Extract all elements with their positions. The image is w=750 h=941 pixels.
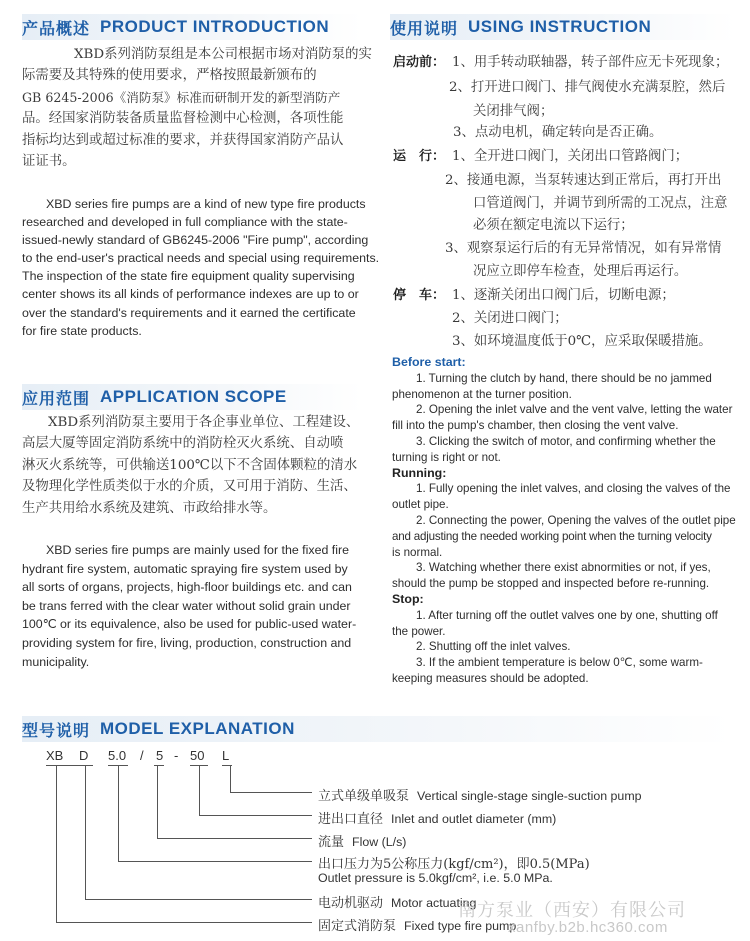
text-line: phenomenon at the turner position. xyxy=(392,387,572,401)
text-line: 生产共用给水系统及建筑、市政给排水等。 xyxy=(22,500,277,516)
start-step-1: 1、用手转动联轴器，转子部件应无卡死现象； xyxy=(452,55,729,70)
model-item-en: Vertical single-stage single-suction pump xyxy=(417,789,642,803)
text-line: municipality. xyxy=(22,654,90,669)
text-line: over the standard's requirements and it earned the certificate xyxy=(22,305,356,320)
connector-line xyxy=(118,765,119,861)
before-start-title: Before start: xyxy=(392,355,466,369)
connector-line xyxy=(56,765,57,922)
start-step-3: 3、点动电机，确定转向是否正确。 xyxy=(453,125,663,140)
text-line: keeping measures should be adopted. xyxy=(392,671,589,685)
model-explanation-header xyxy=(22,716,732,742)
model-item-en: Outlet pressure is 5.0kgf/cm², i.e. 5.0 MPa. xyxy=(318,871,553,885)
using-instruction-en xyxy=(392,355,736,687)
text-line: is normal. xyxy=(392,545,443,559)
model-explanation-header-en: MODEL EXPLANATION xyxy=(100,719,295,738)
text-line: fill into the pump's chamber, then closing the vent valve. xyxy=(392,419,679,433)
text-line: 指标均达到或超过标准的要求，并获得国家消防产品认 xyxy=(22,132,344,148)
code-d: D xyxy=(79,748,89,763)
connector-line xyxy=(85,765,86,899)
run-step-3: 3、观察泵运行后的有无异常情况，如有异常情 xyxy=(445,241,722,256)
run-step-2-cont: 必须在额定电流以下运行； xyxy=(473,218,634,233)
product-intro-header xyxy=(22,14,362,40)
application-scope-header-cn: 应用范围 xyxy=(22,388,91,408)
connector-line xyxy=(85,899,312,900)
text-line: all sorts of organs, projects, high-floor buildings etc. and can xyxy=(22,580,352,595)
text-line: turning is right or not. xyxy=(392,450,501,464)
product-intro-header-cn: 产品概述 xyxy=(22,18,91,38)
code-pressure: 5.0 xyxy=(108,748,127,763)
text-line: 际需要及其特殊的使用要求，严格按照最新颁布的 xyxy=(22,68,317,84)
text-line: should the pump be stopped and inspected before re-running. xyxy=(392,577,710,591)
connector-line xyxy=(199,765,200,815)
run-step-2-cont: 口管道阀门，并调节到所需的工况点，注意 xyxy=(473,196,728,211)
stop-title: Stop: xyxy=(392,591,424,606)
text-line: providing system for fire, living, production, construction and xyxy=(22,635,352,650)
text-line: XBD series fire pumps are mainly used for the fixed fire xyxy=(46,543,350,557)
text-line: hydrant fire system, automatic spraying fire system used by xyxy=(22,561,348,576)
connector-line xyxy=(157,765,158,838)
text-line: 2. Opening the inlet valve and the vent valve, letting the water xyxy=(416,403,733,417)
watermark-url: xanfby.b2b.hc360.com xyxy=(508,919,668,936)
running-title: Running: xyxy=(392,465,447,480)
model-item-zh: 立式单级单吸泵 xyxy=(318,789,410,804)
stop-label-cn: 停 车： xyxy=(393,288,446,303)
model-item-en: Inlet and outlet diameter (mm) xyxy=(391,812,557,826)
stop-step-3: 3、如环境温度低于0℃，应采取保暖措施。 xyxy=(452,334,712,349)
text-line: 高层大厦等固定消防系统中的消防栓灭火系统、自动喷 xyxy=(22,436,344,452)
model-item-zh: 固定式消防泵 xyxy=(318,919,397,934)
text-line: GB 6245-2006《消防泵》标准而研制开发的新型消防产 xyxy=(22,89,341,105)
text-line: XBD系列消防泵主要用于各企事业单位、工程建设、 xyxy=(48,415,360,430)
text-line: 品。经国家消防装备质量监督检测中心检测，各项性能 xyxy=(22,111,344,127)
text-line: 1. After turning off the outlet valves one by one, shutting off xyxy=(416,608,718,622)
text-line: 淋灭火系统等，可供输送100℃以下不含固体颗粒的清水 xyxy=(22,457,358,473)
text-line: 2. Connecting the power, Opening the valves of the outlet pipe xyxy=(416,513,736,527)
product-intro-header-en: PRODUCT INTRODUCTION xyxy=(100,17,330,36)
using-instruction-header xyxy=(390,14,735,40)
model-item-en: Fixed type fire pump xyxy=(404,919,517,933)
run-step-3-cont: 况应立即停车检查，处理后再运行。 xyxy=(473,264,688,279)
stop-step-2: 2、关闭进口阀门； xyxy=(452,311,568,326)
text-line: 3. Watching whether there exist abnormities or not, if yes, xyxy=(416,561,711,575)
application-scope-header xyxy=(22,384,362,410)
text-line: 1. Turning the clutch by hand, there should be no jammed xyxy=(416,371,712,385)
connector-line xyxy=(118,861,312,862)
text-line: 及物理化学性质类似于水的介质，又可用于消防、生活、 xyxy=(22,479,357,495)
connector-line xyxy=(154,765,164,766)
connector-line xyxy=(199,815,312,816)
run-step-2: 2、接通电源，当泵转速达到正常后，再打开出 xyxy=(445,173,722,188)
connector-line xyxy=(157,838,312,839)
model-item-en: Motor actuating xyxy=(391,896,477,910)
connector-line xyxy=(230,792,312,793)
text-line: 证证书。 xyxy=(22,154,76,170)
model-item-en-line xyxy=(318,871,553,885)
text-line: 100℃ or its equivalence, also be used for public-used water- xyxy=(22,617,357,632)
text-line: XBD系列消防泵组是本公司根据市场对消防泵的实 xyxy=(74,47,372,62)
text-line: researched and developed in full compliance with the state- xyxy=(22,215,348,230)
text-line: outlet pipe. xyxy=(392,498,449,512)
model-item xyxy=(318,808,556,827)
connector-line xyxy=(79,765,93,766)
text-line: be trans ferred with the clear water without solid grain under xyxy=(22,598,351,613)
text-line: center shows its all kinds of performance indexes are up to or xyxy=(22,287,359,302)
before-start-label-cn: 启动前： xyxy=(393,55,446,70)
model-item xyxy=(318,831,406,850)
using-instruction-header-cn: 使用说明 xyxy=(390,18,459,38)
connector-line xyxy=(56,922,312,923)
model-item xyxy=(318,892,476,911)
code-l: L xyxy=(222,748,230,763)
text-line: 1. Fully opening the inlet valves, and closing the valves of the xyxy=(416,482,731,496)
connector-line xyxy=(46,765,79,766)
application-scope-en xyxy=(22,541,367,671)
text-line: 2. Shutting off the inlet valves. xyxy=(416,640,571,654)
stop-step-1: 1、逐渐关闭出口阀门后，切断电源； xyxy=(452,288,675,303)
text-line: for fire state products. xyxy=(22,323,142,338)
text-line: issued-newly standard of GB6245-2006 "Fire pump", according xyxy=(22,233,369,248)
code-dash: - xyxy=(174,748,179,763)
watermark-company: 南方泵业（西安）有限公司 xyxy=(458,900,686,921)
code-diameter: 50 xyxy=(190,748,205,763)
code-slash: / xyxy=(140,748,144,763)
model-item-zh: 电动机驱动 xyxy=(318,896,384,911)
text-line: 3. Clicking the switch of motor, and confirming whether the xyxy=(416,434,716,448)
application-scope-cn xyxy=(22,412,367,519)
text-line: The inspection of the state fire equipment quality supervising xyxy=(22,269,355,284)
model-item-zh: 进出口直径 xyxy=(318,812,384,827)
product-intro-cn xyxy=(22,44,372,172)
text-line: to the end-user's practical needs and special using requirements. xyxy=(22,251,380,266)
code-flow: 5 xyxy=(156,748,164,763)
using-instruction-header-en: USING INSTRUCTION xyxy=(468,17,652,36)
start-step-2-cont: 关闭排气阀； xyxy=(473,104,554,119)
model-item-en: Flow (L/s) xyxy=(352,835,407,849)
text-line: and adjusting the needed working point when the turning velocity xyxy=(392,529,712,543)
application-scope-header-en: APPLICATION SCOPE xyxy=(100,387,287,406)
model-item-zh: 流量 xyxy=(318,835,345,850)
run-step-1: 1、全开进口阀门，关闭出口管路阀门； xyxy=(452,149,689,164)
connector-line xyxy=(230,765,231,792)
model-item-zh: 出口压力为5公称压力(kgf/cm²)，即0.5(MPa) xyxy=(318,857,590,872)
running-label-cn: 运 行： xyxy=(393,149,446,164)
text-line: XBD series fire pumps are a kind of new type fire products xyxy=(46,197,366,211)
text-line: 3. If the ambient temperature is below 0℃, some warm- xyxy=(416,656,703,670)
text-line: the power. xyxy=(392,624,446,638)
model-item xyxy=(318,785,642,804)
code-xb: XB xyxy=(46,748,64,763)
start-step-2: 2、打开进口阀门、排气阀使水充满泵腔，然后 xyxy=(449,80,726,95)
model-item xyxy=(318,853,598,872)
model-explanation-header-cn: 型号说明 xyxy=(22,720,91,740)
product-intro-en xyxy=(22,195,380,340)
